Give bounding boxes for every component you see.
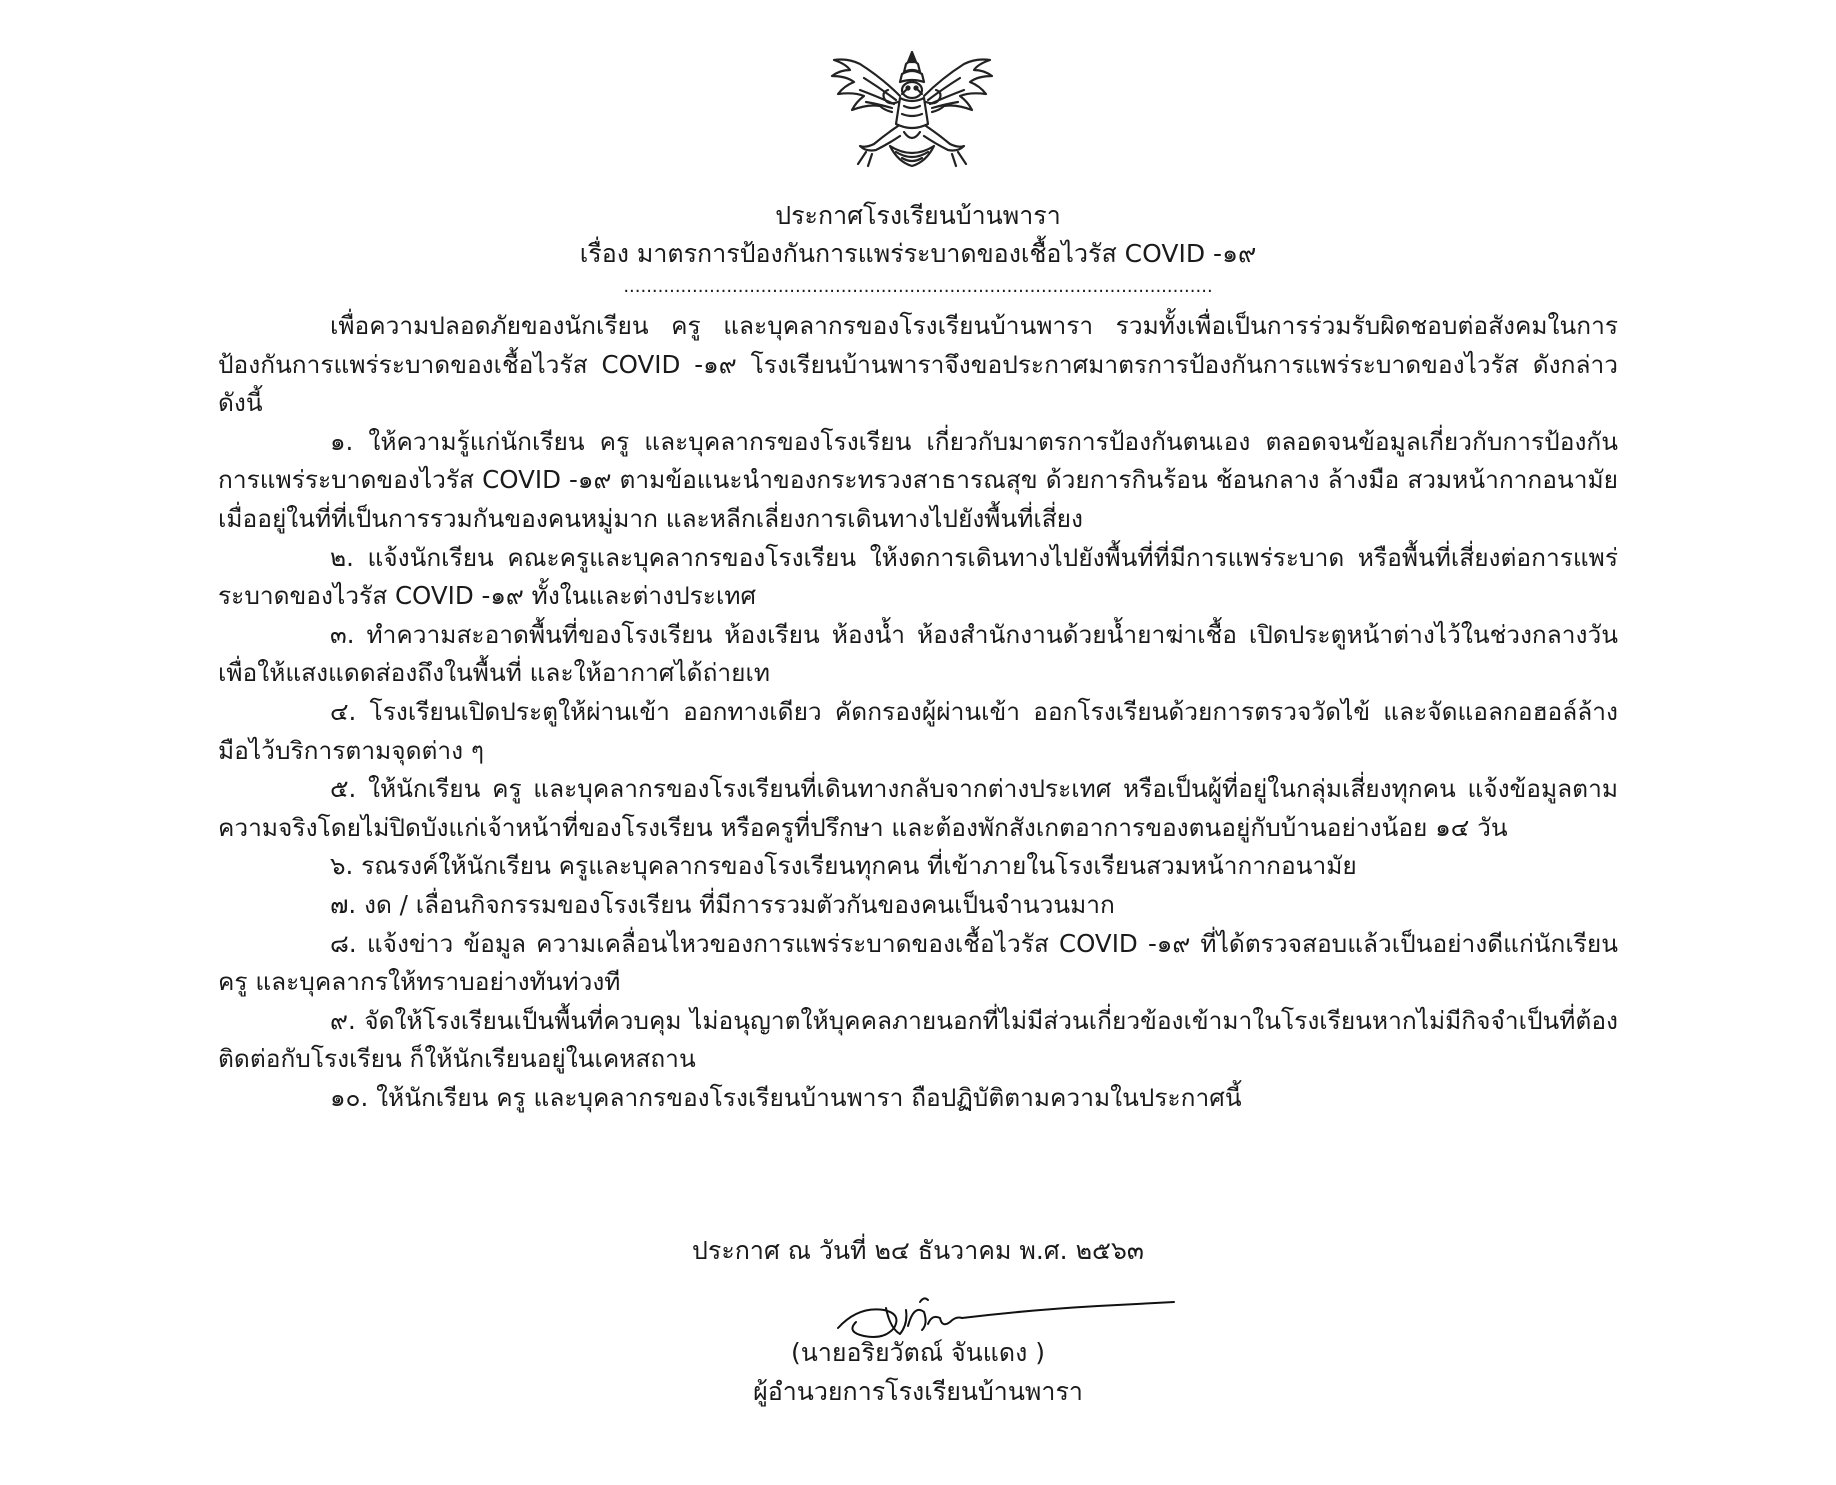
measure-item-5: ๕. ให้นักเรียน ครู และบุคลากรของโรงเรียนที่เดินทางกลับจากต่างประเทศ หรือเป็นผู้ที่อยู่ในกลุ่มเสี่ยงทุกคน แจ้งข้อมูลตามความจริงโดยไม่ปิดบังแก่เจ้าหน้าที่ของโรงเรียน หรือครูที่ปรึกษา และต้องพักสังเกตอาการของตนอยู่กับบ้านอย่างน้อย ๑๔ วัน (218, 774, 1618, 842)
measure-item-4: ๔. โรงเรียนเปิดประตูให้ผ่านเข้า ออกทางเดียว คัดกรองผู้ผ่านเข้า ออกโรงเรียนด้วยการตรวจวัดไข้ และจัดแอลกอฮอล์ล้างมือไว้บริการตามจุดต่าง ๆ (218, 696, 1618, 765)
measure-item-7: ๗. งด / เลื่อนกิจกรรมของโรงเรียน ที่มีการรวมตัวกันของคนเป็นจำนวนมาก (330, 889, 1115, 919)
measure-item-6: ๖. รณรงค์ให้นักเรียน ครูและบุคลากรของโรงเรียนทุกคน ที่เข้าภายในโรงเรียนสวมหน้ากากอนามัย (330, 851, 1357, 881)
measure-item-9: ๙. จัดให้โรงเรียนเป็นพื้นที่ควบคุม ไม่อนุญาตให้บุคคลภายนอกที่ไม่มีส่วนเกี่ยวข้องเข้ามาในโรงเรียนหากไม่มีกิจจำเป็นที่ต้องติดต่อกับโรงเรียน ก็ให้นักเรียนอยู่ในเคหสถาน (218, 1005, 1618, 1074)
intro-paragraph: เพื่อความปลอดภัยของนักเรียน ครู และบุคลากรของโรงเรียนบ้านพารา รวมทั้งเพื่อเป็นการร่วมรับผิดชอบต่อสังคมในการป้องกันการแพร่ระบาดของเชื้อไวรัส COVID -๑๙ โรงเรียนบ้านพาราจึงขอประกาศมาตรการป้องกันการแพร่ระบาดของไวรัส ดังกล่าว ดังนี้ (218, 311, 1618, 418)
announcement-date: ประกาศ ณ วันที่ ๒๔ ธันวาคม พ.ศ. ๒๕๖๓ (692, 1236, 1144, 1265)
signer-position: ผู้อำนวยการโรงเรียนบ้านพารา (753, 1377, 1083, 1406)
announcement-subject: เรื่อง มาตรการป้องกันการแพร่ระบาดของเชื้อไวรัส COVID -๑๙ (579, 239, 1257, 268)
announcement-body (218, 307, 1618, 1117)
signer-name: (นายอริยวัตณ์ จันแดง ) (790, 1338, 1046, 1367)
measure-item-1: ๑. ให้ความรู้แก่นักเรียน ครู และบุคลากรของโรงเรียน เกี่ยวกับมาตรการป้องกันตนเอง ตลอดจนข้อมูลเกี่ยวกับการป้องกันการแพร่ระบาดของไวรัส COVID -๑๙ ตามข้อแนะนำของกระทรวงสาธารณสุข ด้วยการกินร้อน ช้อนกลาง ล้างมือ สวมหน้ากากอนามัยเมื่ออยู่ในที่ที่เป็นการรวมกันของคนหมู่มาก และหลีกเลี่ยงการเดินทางไปยังพื้นที่เสี่ยง (218, 426, 1618, 533)
measure-item-8: ๘. แจ้งข่าว ข้อมูล ความเคลื่อนไหวของการแพร่ระบาดของเชื้อไวรัส COVID -๑๙ ที่ได้ตรวจสอบแล้วเป็นอย่างดีแก่นักเรียน ครู และบุคลากรให้ทราบอย่างทันท่วงที (218, 928, 1618, 997)
announcement-title: ประกาศโรงเรียนบ้านพารา (775, 201, 1061, 230)
garuda-emblem-icon (826, 48, 998, 176)
measure-item-3: ๓. ทำความสะอาดพื้นที่ของโรงเรียน ห้องเรียน ห้องน้ำ ห้องสำนักงานด้วยน้ำยาฆ่าเชื้อ เปิดประตูหน้าต่างไว้ในช่วงกลางวัน เพื่อให้แสงแดดส่องถึงในพื้นที่ และให้อากาศได้ถ่ายเท (218, 619, 1618, 688)
measure-item-10: ๑๐. ให้นักเรียน ครู และบุคลากรของโรงเรียนบ้านพารา ถือปฏิบัติตามความในประกาศนี้ (330, 1082, 1242, 1112)
dotted-separator: ....................................................................................................... (623, 276, 1213, 297)
measure-item-2: ๒. แจ้งนักเรียน คณะครูและบุคลากรของโรงเรียน ให้งดการเดินทางไปยังพื้นที่ที่มีการแพร่ระบาด หรือพื้นที่เสี่ยงต่อการแพร่ระบาดของไวรัส COVID -๑๙ ทั้งในและต่างประเทศ (218, 542, 1618, 611)
